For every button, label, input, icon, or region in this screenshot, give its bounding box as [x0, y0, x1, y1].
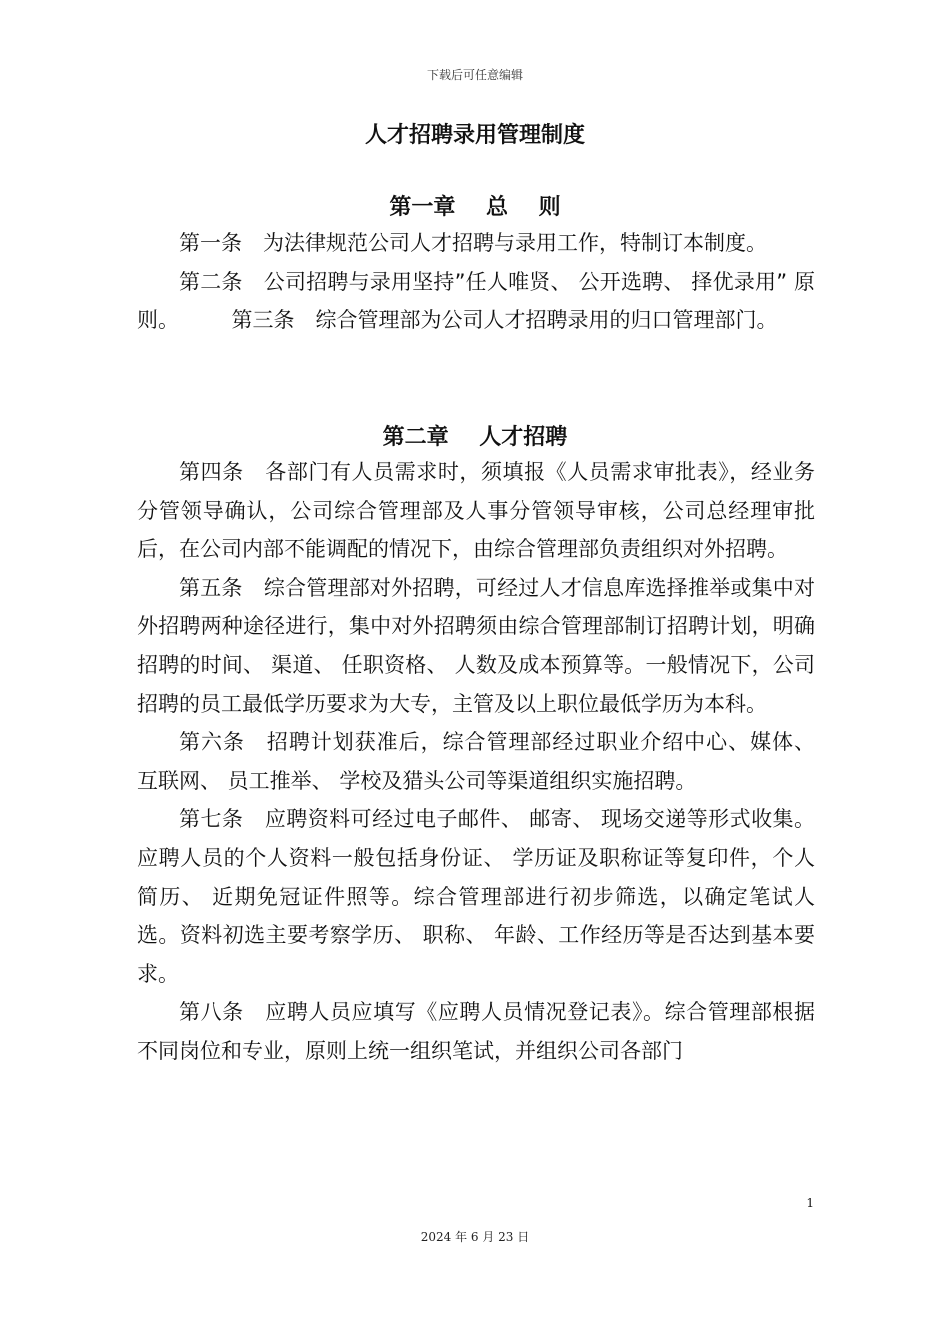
chapter-1-heading: 第一章 总 则	[389, 195, 561, 220]
article-2-3: 第二条 公司招聘与录用坚持”任人唯贤、 公开选聘、 择优录用” 原则。 第三条 综合管理部为公司人才招聘录用的归口管理部门。	[137, 269, 815, 333]
page-header: 下载后可任意编辑	[426, 68, 523, 82]
article-4: 第四条 各部门有人员需求时，须填报《人员需求审批表》，经业务分管领导确认，公司综合管理部及人事分管领导审核，公司总经理审批后，在公司内部不能调配的情况下，由综合管理部负责组织对外招聘。	[137, 460, 815, 562]
article-7: 第七条 应聘资料可经过电子邮件、 邮寄、 现场交递等形式收集。应聘人员的个人资料一般包括身份证、 学历证及职称证等复印件，个人简历、 近期免冠证件照等。综合管理部进行初步筛选，以确定笔试人选。资料初选主要考察学历、 职称、 年龄、工作经历等是否达到基本要求。	[137, 807, 815, 986]
page-number: 1	[806, 1196, 814, 1210]
chapter-2-heading: 第二章 人才招聘	[382, 425, 568, 450]
document-title: 人才招聘录用管理制度	[364, 123, 585, 148]
article-8: 第八条 应聘人员应填写《应聘人员情况登记表》。综合管理部根据不同岗位和专业，原则上统一组织笔试，并组织公司各部门	[137, 1000, 815, 1063]
article-1: 第一条 为法律规范公司人才招聘与录用工作，特制订本制度。	[179, 231, 767, 255]
article-6: 第六条 招聘计划获准后，综合管理部经过职业介绍中心、媒体、 互联网、 员工推举、 学校及猎头公司等渠道组织实施招聘。	[137, 730, 815, 793]
chapter-2-body	[137, 453, 815, 1071]
article-5: 第五条 综合管理部对外招聘，可经过人才信息库选择推举或集中对外招聘两种途径进行，集中对外招聘须由综合管理部制订招聘计划，明确招聘的时间、 渠道、 任职资格、 人数及成本预算等。一般情况下，公司招聘的员工最低学历要求为大专，主管及以上职位最低学历为本科。	[137, 575, 815, 716]
chapter-1-body	[137, 224, 815, 340]
page-footer-date: 2024 年 6 月 23 日	[420, 1230, 530, 1244]
